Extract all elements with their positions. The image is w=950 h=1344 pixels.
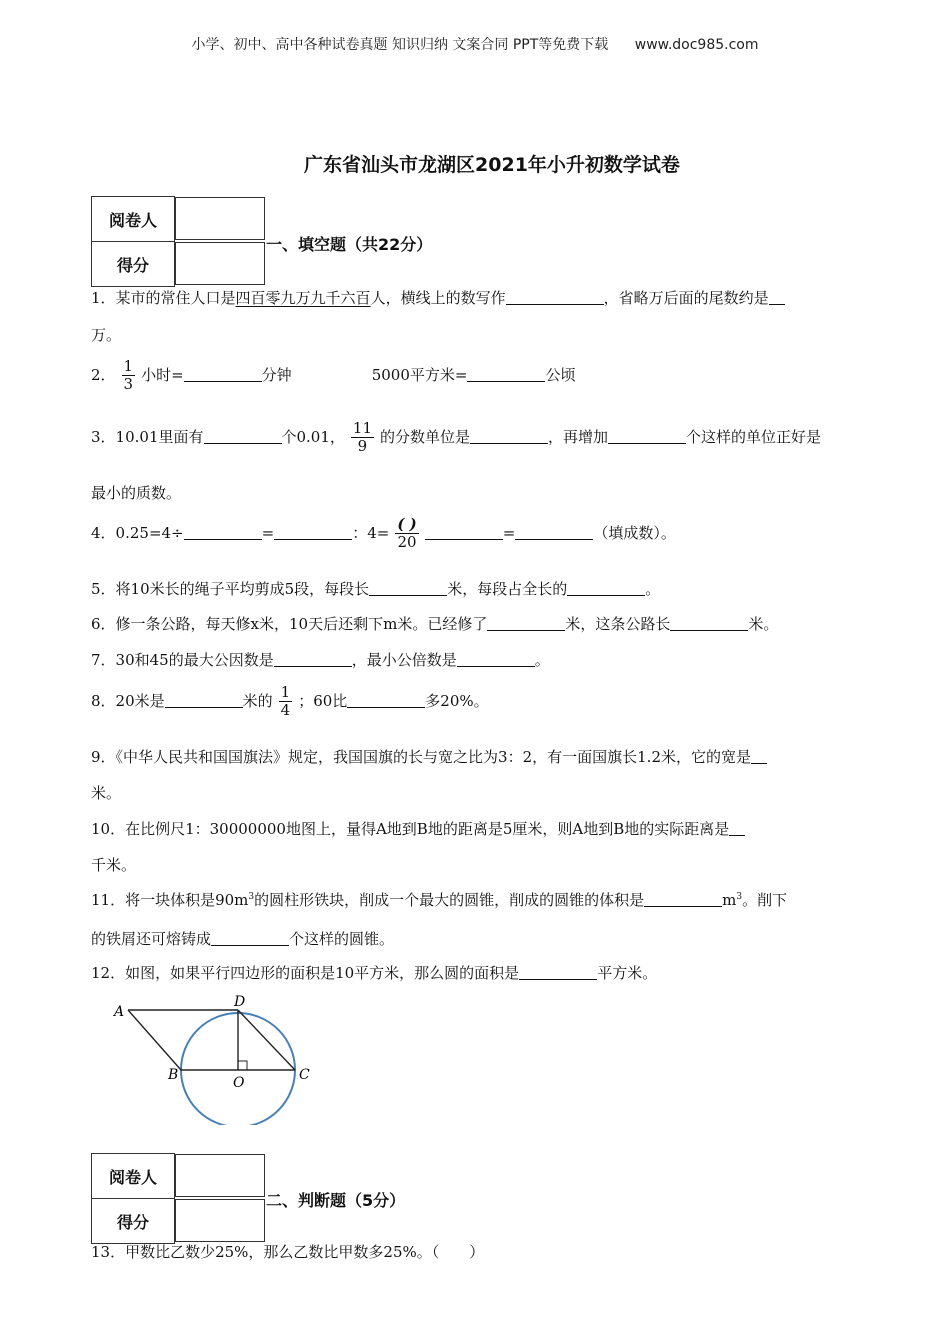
answer-blank[interactable]	[425, 524, 503, 540]
question-10-cont: 千米。	[91, 856, 137, 874]
fraction: $\frac{1}{3}$	[123, 357, 134, 394]
page-header	[0, 34, 950, 54]
fraction: $\frac{1}{4}$	[280, 683, 291, 720]
score-label: 得分	[92, 1199, 175, 1244]
question-5: 5．将10米长的绳子平均剪成5段，每段长 米，每段占全长的 。	[91, 580, 661, 598]
question-3-cont: 最小的质数。	[91, 484, 182, 502]
answer-blank[interactable]	[467, 366, 545, 382]
answer-blank[interactable]	[519, 964, 597, 980]
question-10: 10．在比例尺1：30000000地图上，量得A地到B地的距离是5厘米，则A地到B地的实际距离是	[91, 818, 745, 839]
answer-blank[interactable]	[751, 748, 767, 764]
label-C: C	[299, 1067, 310, 1083]
answer-blank[interactable]	[670, 615, 748, 631]
parallelogram-circle-figure	[108, 990, 328, 1125]
reviewer-label: 阅卷人	[92, 1154, 175, 1199]
fraction: $\frac{( )}{20}$	[397, 515, 417, 552]
grading-table-2	[91, 1153, 266, 1244]
reviewer-label: 阅卷人	[92, 197, 175, 242]
question-6: 6．修一条公路，每天修x米，10天后还剩下m米。已经修了 米，这条公路长 米。	[91, 615, 779, 633]
question-9: 9．《中华人民共和国国旗法》规定，我国国旗的长与宽之比为3：2，有一面国旗长1.2米，它的宽是	[91, 746, 767, 767]
answer-blank[interactable]	[729, 820, 745, 836]
answer-blank[interactable]	[274, 651, 352, 667]
header-url[interactable]: www.doc985.com	[634, 37, 759, 53]
answer-blank[interactable]	[567, 580, 645, 596]
question-7: 7．30和45的最大公因数是 ，最小公倍数是 。	[91, 651, 550, 669]
answer-blank[interactable]	[457, 651, 535, 667]
answer-blank[interactable]	[644, 891, 722, 907]
label-A: A	[114, 1004, 125, 1020]
header-text: 小学、初中、高中各种试卷真题 知识归纳 文案合同 PPT等免费下载	[191, 37, 609, 53]
answer-blank[interactable]	[274, 524, 352, 540]
section-heading-fill-blank: 一、填空题（共22分）	[266, 235, 433, 254]
answer-blank[interactable]	[165, 692, 243, 708]
section-heading-true-false: 二、判断题（5分）	[266, 1191, 406, 1210]
answer-blank[interactable]	[487, 615, 565, 631]
segment-AB	[128, 1010, 181, 1070]
question-11: 11．将一块体积是$90m^3$的圆柱形铁块，削成一个最大的圆锥，削成的圆锥的体积是 $m^3$。削下	[91, 891, 788, 909]
reviewer-cell[interactable]	[175, 197, 265, 240]
fraction: $\frac{11}{9}$	[352, 419, 372, 456]
answer-blank[interactable]	[211, 930, 289, 946]
answer-blank[interactable]	[204, 428, 282, 444]
grading-table-1	[91, 196, 266, 287]
question-12: 12．如图，如果平行四边形的面积是10平方米，那么圆的面积是 平方米。	[91, 964, 658, 982]
right-angle-mark	[238, 1061, 247, 1070]
label-D: D	[234, 994, 246, 1010]
question-4: 4．0.25=4÷ = ：4= $\frac{( )}{20}$ = （填成数）。	[91, 515, 676, 552]
reviewer-cell[interactable]	[175, 1154, 265, 1197]
question-9-cont: 米。	[91, 784, 122, 802]
question-8: 8．20米是 米的 $\frac{1}{4}$ ；60比 多20%。	[91, 683, 489, 720]
answer-blank[interactable]	[184, 366, 262, 382]
answer-blank[interactable]	[515, 524, 593, 540]
question-13: 13．甲数比乙数少25%，那么乙数比甲数多25%。（ ）	[91, 1243, 485, 1261]
underlined-number-words: 四百零九万九千六百	[235, 289, 371, 307]
question-1-cont: 万。	[91, 326, 122, 344]
question-2: 2． $\frac{1}{3}$ 小时= 分钟 5000平方米= 公顷	[91, 357, 576, 394]
score-cell[interactable]	[175, 1199, 265, 1242]
question-1: 1．某市的常住人口是四百零九万九千六百人，横线上的数写作 ，省略万后面的尾数约是	[91, 287, 785, 308]
page-title: 广东省汕头市龙湖区2021年小升初数学试卷	[304, 154, 680, 176]
label-O: O	[233, 1075, 245, 1091]
score-label: 得分	[92, 242, 175, 287]
answer-blank[interactable]	[506, 289, 604, 305]
label-B: B	[168, 1067, 179, 1083]
answer-blank[interactable]	[369, 580, 447, 596]
question-3: 3．10.01里面有 个0.01， $\frac{11}{9}$ 的分数单位是 ，再增加 个这样的单位正好是	[91, 419, 822, 456]
answer-blank[interactable]	[470, 428, 548, 444]
answer-blank[interactable]	[184, 524, 262, 540]
answer-blank[interactable]	[347, 692, 425, 708]
question-11-cont: 的铁屑还可熔铸成 个这样的圆锥。	[91, 930, 395, 948]
answer-blank[interactable]	[769, 289, 785, 305]
answer-blank[interactable]	[608, 428, 686, 444]
score-cell[interactable]	[175, 242, 265, 285]
